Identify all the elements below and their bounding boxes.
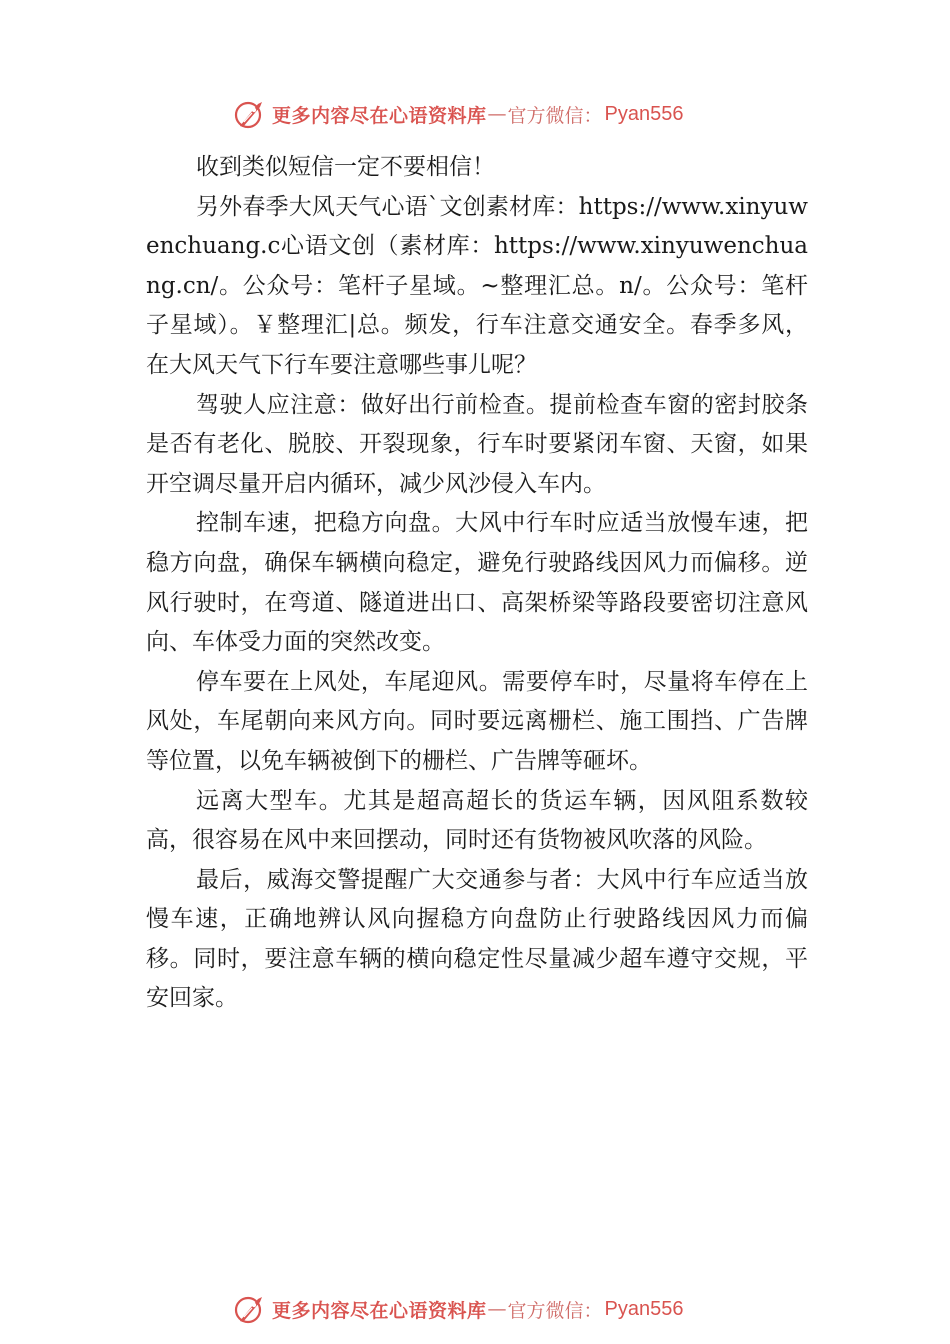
paragraph-3: 驾驶人应注意：做好出行前检查。提前检查车窗的密封胶条是否有老化、脱胶、开裂现象，行车时要紧闭车窗、天窗，如果开空调尽量开启内循环，减少风沙侵入车内。 (146, 391, 808, 497)
paragraph-7: 最后，威海交警提醒广大交通参与者：大风中行车应适当放慢车速，正确地辨认风向握稳方向盘防止行驶路线因风力而偏移。同时，要注意车辆的横向稳定性尽量减少超车遵守交规，平安回家。 (146, 866, 808, 1012)
banner-separator: — (487, 1298, 507, 1320)
quill-logo-icon (232, 1291, 268, 1327)
banner-brand: 更多内容尽在心语资料库 (272, 1299, 487, 1322)
banner-label: 官方微信： (507, 1299, 603, 1322)
paragraph-2: 另外春季大风天气心语`文创素材库：https://www.xinyuwenchuang.c心语文创（素材库：https://www.xinyuwenchuang.cn/。公众号：笔杆子星域。~整理汇总。n/。公众号：笔杆子星域）。￥整理汇|总。频发，行车注意交通安全。春季多风， 在大风天气下行车要注意哪些事儿呢？ (146, 193, 808, 378)
banner-label: 官方微信： (507, 104, 603, 127)
banner-wechat-id: Pyan556 (604, 102, 684, 125)
banner-separator: — (487, 103, 507, 125)
document-body (146, 148, 808, 1019)
header-banner (232, 94, 752, 134)
footer-banner (232, 1289, 752, 1329)
paragraph-1: 收到类似短信一定不要相信！ (196, 154, 495, 180)
banner-brand: 更多内容尽在心语资料库 (272, 104, 487, 127)
banner-wechat-id: Pyan556 (604, 1297, 684, 1320)
paragraph-4: 控制车速，把稳方向盘。大风中行车时应适当放慢车速，把稳方向盘，确保车辆横向稳定，避免行驶路线因风力而偏移。逆风行驶时，在弯道、隧道进出口、高架桥梁等路段要密切注意风向、车体受力面的突然改变。 (146, 510, 808, 656)
quill-logo-icon (232, 96, 268, 132)
paragraph-6: 远离大型车。尤其是超高超长的货运车辆，因风阻系数较高，很容易在风中来回摆动，同时还有货物被风吹落的风险。 (146, 787, 808, 854)
paragraph-5: 停车要在上风处，车尾迎风。需要停车时，尽量将车停在上风处，车尾朝向来风方向。同时要远离栅栏、施工围挡、广告牌等位置，以免车辆被倒下的栅栏、广告牌等砸坏。 (146, 668, 808, 774)
